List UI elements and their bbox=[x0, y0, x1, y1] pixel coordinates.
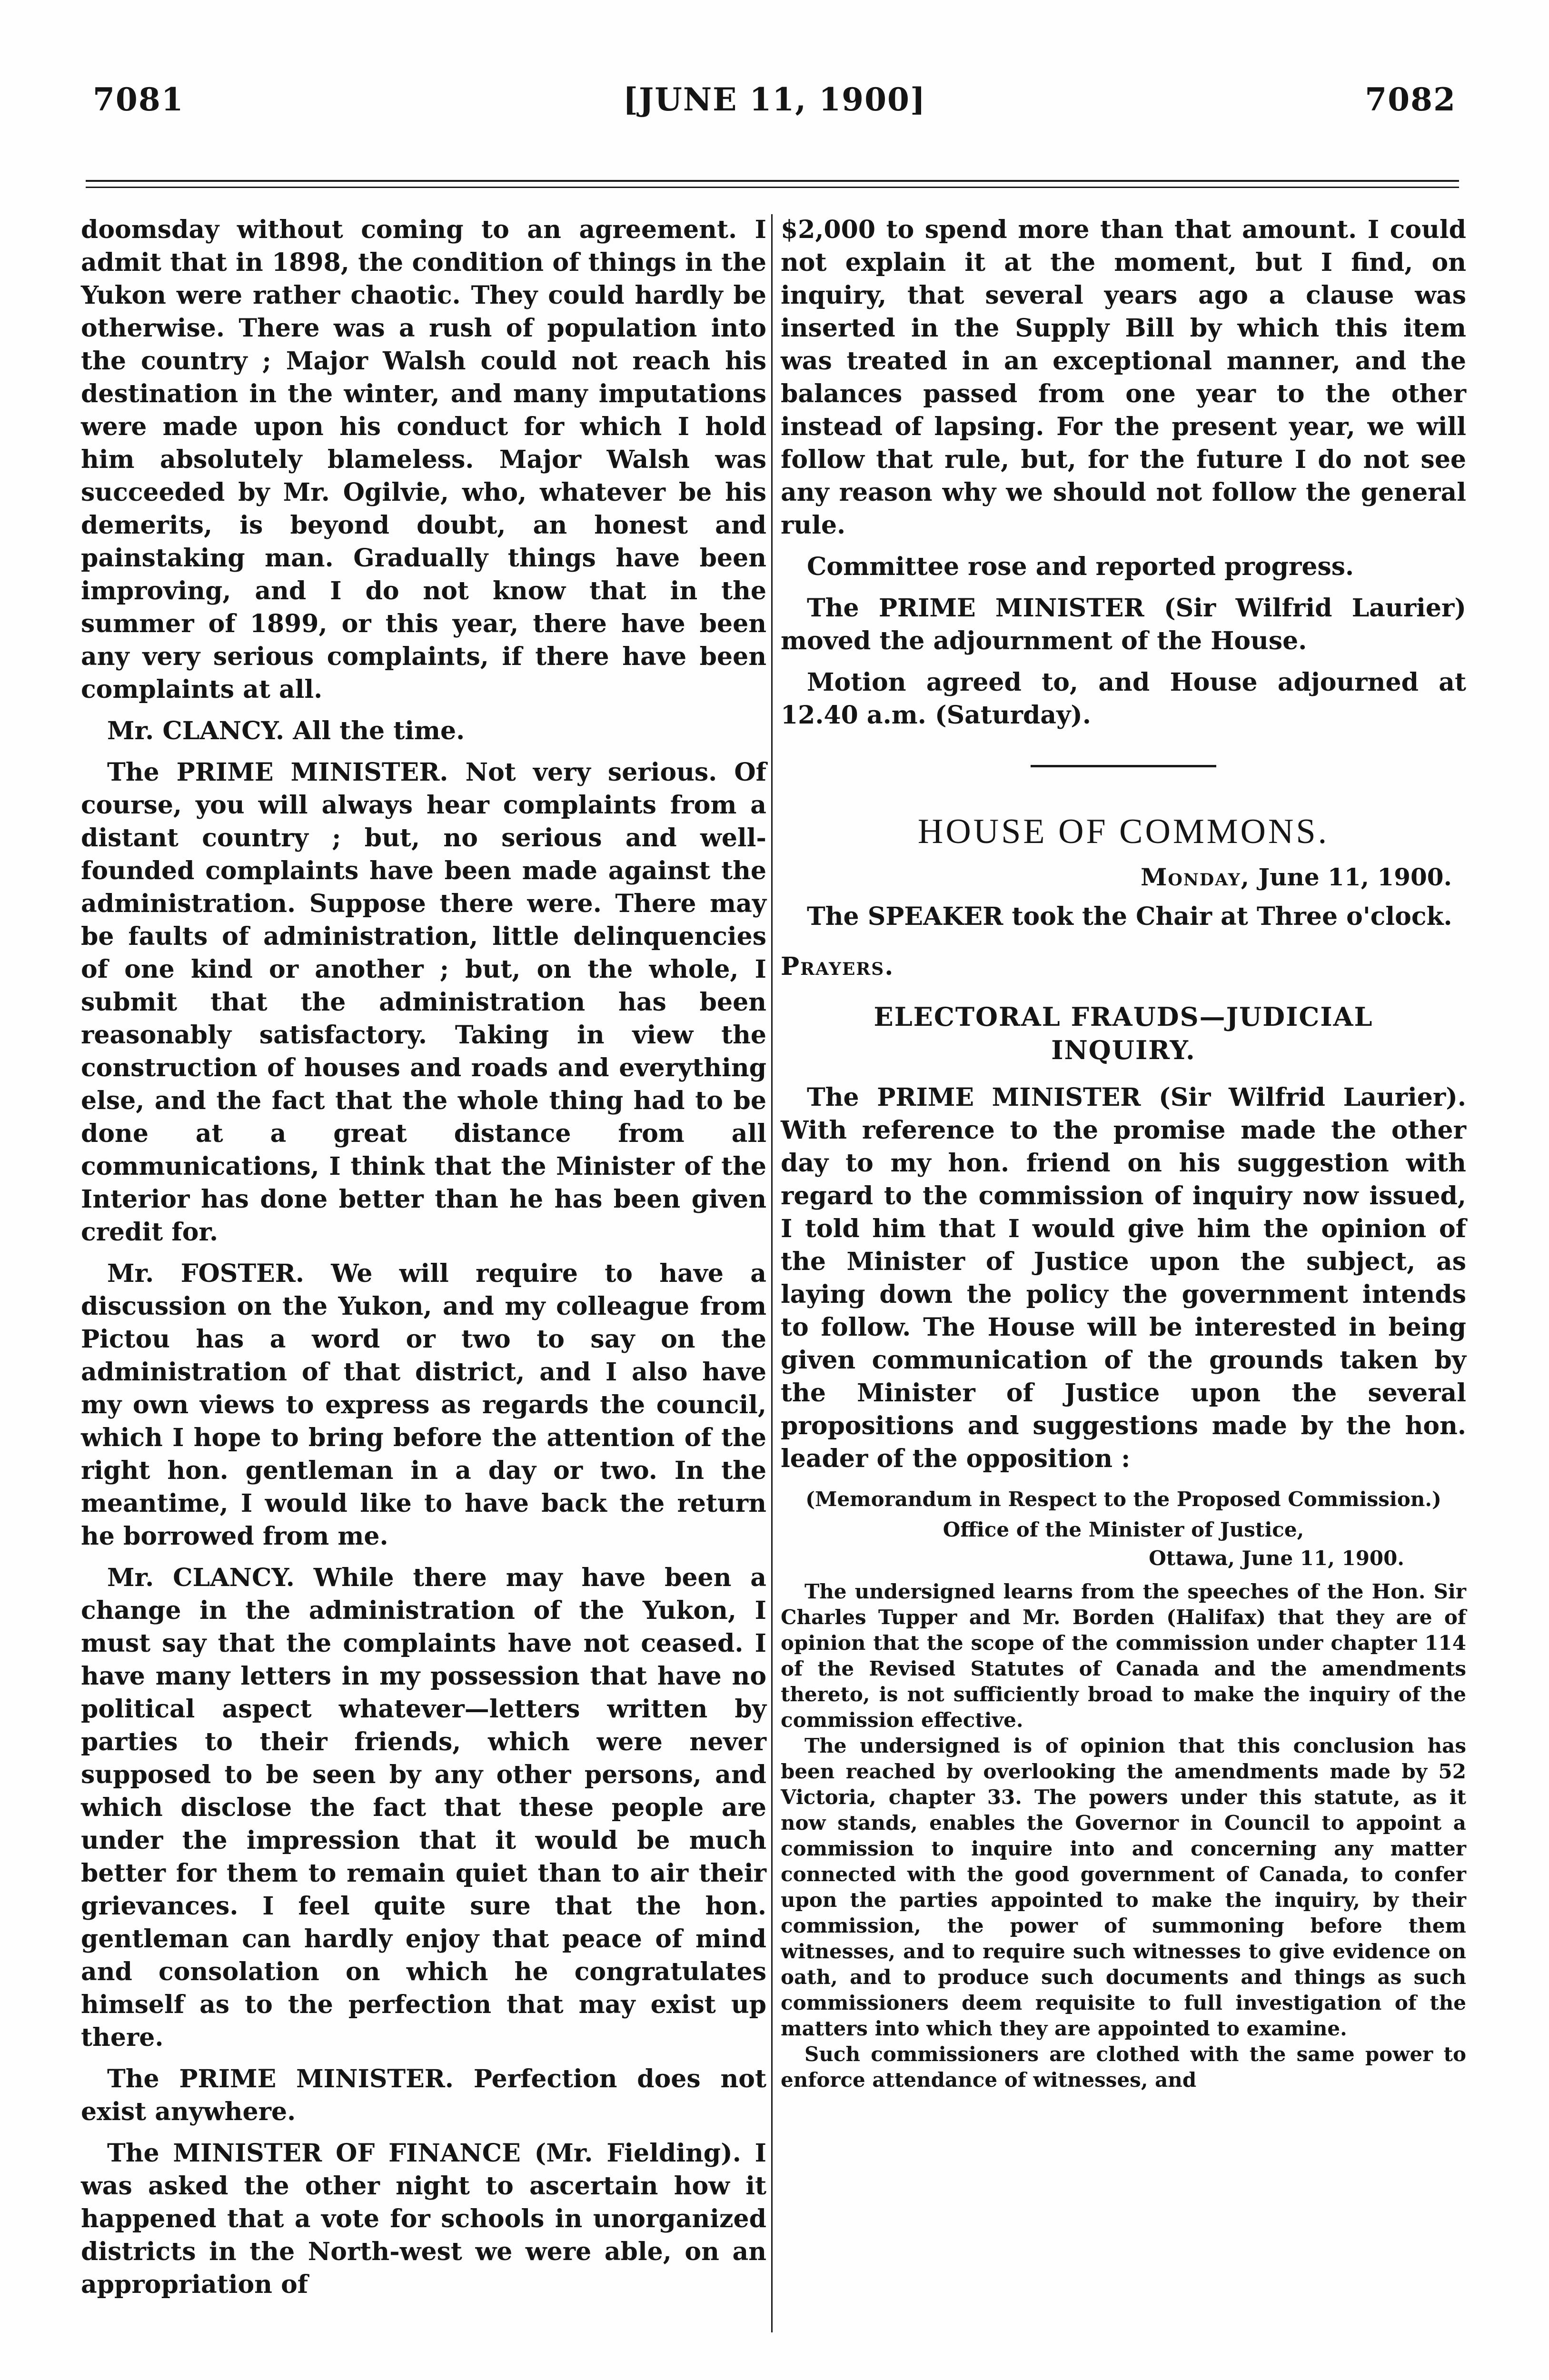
memorandum-date: Ottawa, June 11, 1900. bbox=[1149, 1547, 1404, 1570]
left-paragraph-4: Mr. FOSTER. We will require to have a discussion on the Yukon, and my colleague from Pictou has a word or two to say on the administration of that district, and I also have my own views to express as regards the council, which I hope to bring before the attention of the right hon. gentleman in a day or two. In the meantime, I would like to have back the return he borrowed from me. bbox=[81, 1259, 766, 1551]
section-heading: ELECTORAL FRAUDS—JUDICIAL INQUIRY. bbox=[874, 1002, 1373, 1065]
left-column bbox=[81, 213, 766, 2310]
sitting-day: Monday, bbox=[1141, 863, 1251, 891]
column-divider bbox=[771, 214, 773, 2332]
right-paragraph-2: Committee rose and reported progress. bbox=[807, 552, 1354, 581]
left-paragraph-1: doomsday without coming to an agreement. I admit that in 1898, the condition of things in the Yukon were rather chaotic. They could hardly be otherwise. There was a rush of population into the country ; Major Walsh could not reach his destination in the winter, and many imputations were made upon his conduct for which I hold him absolutely blameless. Major Walsh was succeeded by Mr. Ogilvie, who, whatever be his demerits, is beyond doubt, an honest and painstaking man. Gradually things have been improving, and I do not know that in the summer of 1899, or this year, there have been any very serious complaints, if there have been complaints at all. bbox=[81, 215, 766, 704]
right-paragraph-3: The PRIME MINISTER (Sir Wilfrid Laurier) moved the adjournment of the House. bbox=[781, 594, 1466, 655]
memorandum-paragraph-1: The undersigned learns from the speeches of the Hon. Sir Charles Tupper and Mr. Borden (Halifax) that they are of opinion that the scope of the commission under chapter 114 of the Revised Statutes of Canada and the amendments thereto, is not sufficiently broad to make the inquiry of the commission effective. bbox=[781, 1580, 1466, 1732]
right-column bbox=[781, 213, 1466, 2093]
left-paragraph-2: Mr. CLANCY. All the time. bbox=[107, 716, 465, 745]
memorandum-title: (Memorandum in Respect to the Proposed Commission.) bbox=[805, 1488, 1441, 1511]
sitting-date bbox=[781, 861, 1452, 893]
prime-minister-paragraph: The PRIME MINISTER (Sir Wilfrid Laurier). With reference to the promise made the other day to my hon. friend on his suggestion with regard to the commission of inquiry now issued, I told him that I would give him the opinion of the Minister of Justice upon the subject, as laying down the policy the government intends to follow. The House will be interested in being given communication of the grounds taken by the Minister of Justice upon the several propositions and suggestions made by the hon. leader of the opposition : bbox=[781, 1083, 1466, 1473]
header-rule bbox=[86, 180, 1459, 182]
right-paragraph-1: $2,000 to spend more than that amount. I could not explain it at the moment, but I find, on inquiry, that several years ago a clause was inserted in the Supply Bill by which this item was treated in an exceptional manner, and the balances passed from one year to the other instead of lapsing. For the present year, we will follow that rule, but, for the future I do not see any reason why we should not follow the general rule. bbox=[781, 215, 1466, 540]
memorandum-paragraph-2: The undersigned is of opinion that this conclusion has been reached by overlooking the amendments made by 52 Victoria, chapter 33. The powers under this statute, as it now stands, enables the Governor in Council to appoint a commission to inquire into and concerning any matter connected with the good government of Canada, to confer upon the parties appointed to make the inquiry, by their commission, the power of summoning before them witnesses, and to require such witnesses to give evidence on oath, and to produce such documents and things as such commissioners deem requisite to full investigation of the matters into which they are appointed to examine. bbox=[781, 1734, 1466, 2040]
right-paragraph-4: Motion agreed to, and House adjourned at 12.40 a.m. (Saturday). bbox=[781, 668, 1466, 730]
left-paragraph-5: Mr. CLANCY. While there may have been a change in the administration of the Yukon, I must say that the complaints have not ceased. I have many letters in my possession that have no political aspect whatever—letters written by parties to their friends, which were never supposed to be seen by any other persons, and which disclose the fact that these people are under the impression that it would be much better for them to remain quiet than to air their grievances. I feel quite sure that the hon. gentleman can hardly enjoy that peace of mind and consolation on which he congratulates himself as to the perfection that may exist up there. bbox=[81, 1563, 766, 2052]
page-number-right: 7082 bbox=[1365, 81, 1456, 118]
sitting-date-rest: June 11, 1900. bbox=[1250, 863, 1452, 891]
left-paragraph-6: The PRIME MINISTER. Perfection does not exist anywhere. bbox=[81, 2064, 766, 2126]
header-date: [JUNE 11, 1900] bbox=[623, 81, 926, 118]
page-header bbox=[93, 81, 1456, 143]
section-divider-rule bbox=[1031, 765, 1216, 767]
prayers-heading: Prayers. bbox=[781, 952, 894, 981]
header-rule-second bbox=[86, 187, 1459, 188]
house-of-commons-title: HOUSE OF COMMONS. bbox=[917, 812, 1330, 851]
left-paragraph-7: The MINISTER OF FINANCE (Mr. Fielding). I was asked the other night to ascertain how it happened that a vote for schools in unorganized districts in the North-west we were able, on an appropriation of bbox=[81, 2139, 766, 2299]
page-number-left: 7081 bbox=[93, 81, 184, 118]
memorandum-office: Office of the Minister of Justice, bbox=[943, 1518, 1304, 1541]
memorandum-paragraph-3: Such commissioners are clothed with the same power to enforce attendance of witnesses, and bbox=[781, 2043, 1466, 2092]
speaker-paragraph: The SPEAKER took the Chair at Three o'clock. bbox=[807, 902, 1452, 931]
left-paragraph-3: The PRIME MINISTER. Not very serious. Of course, you will always hear complaints from a distant country ; but, no serious and well-founded complaints have been made against the administration. Suppose there were. There may be faults of administration, little delinquencies of one kind or another ; but, on the whole, I submit that the administration has been reasonably satisfactory. Taking in view the construction of houses and roads and everything else, and the fact that the whole thing had to be done at a great distance from all communications, I think that the Minister of the Interior has done better than he has been given credit for. bbox=[81, 758, 766, 1247]
